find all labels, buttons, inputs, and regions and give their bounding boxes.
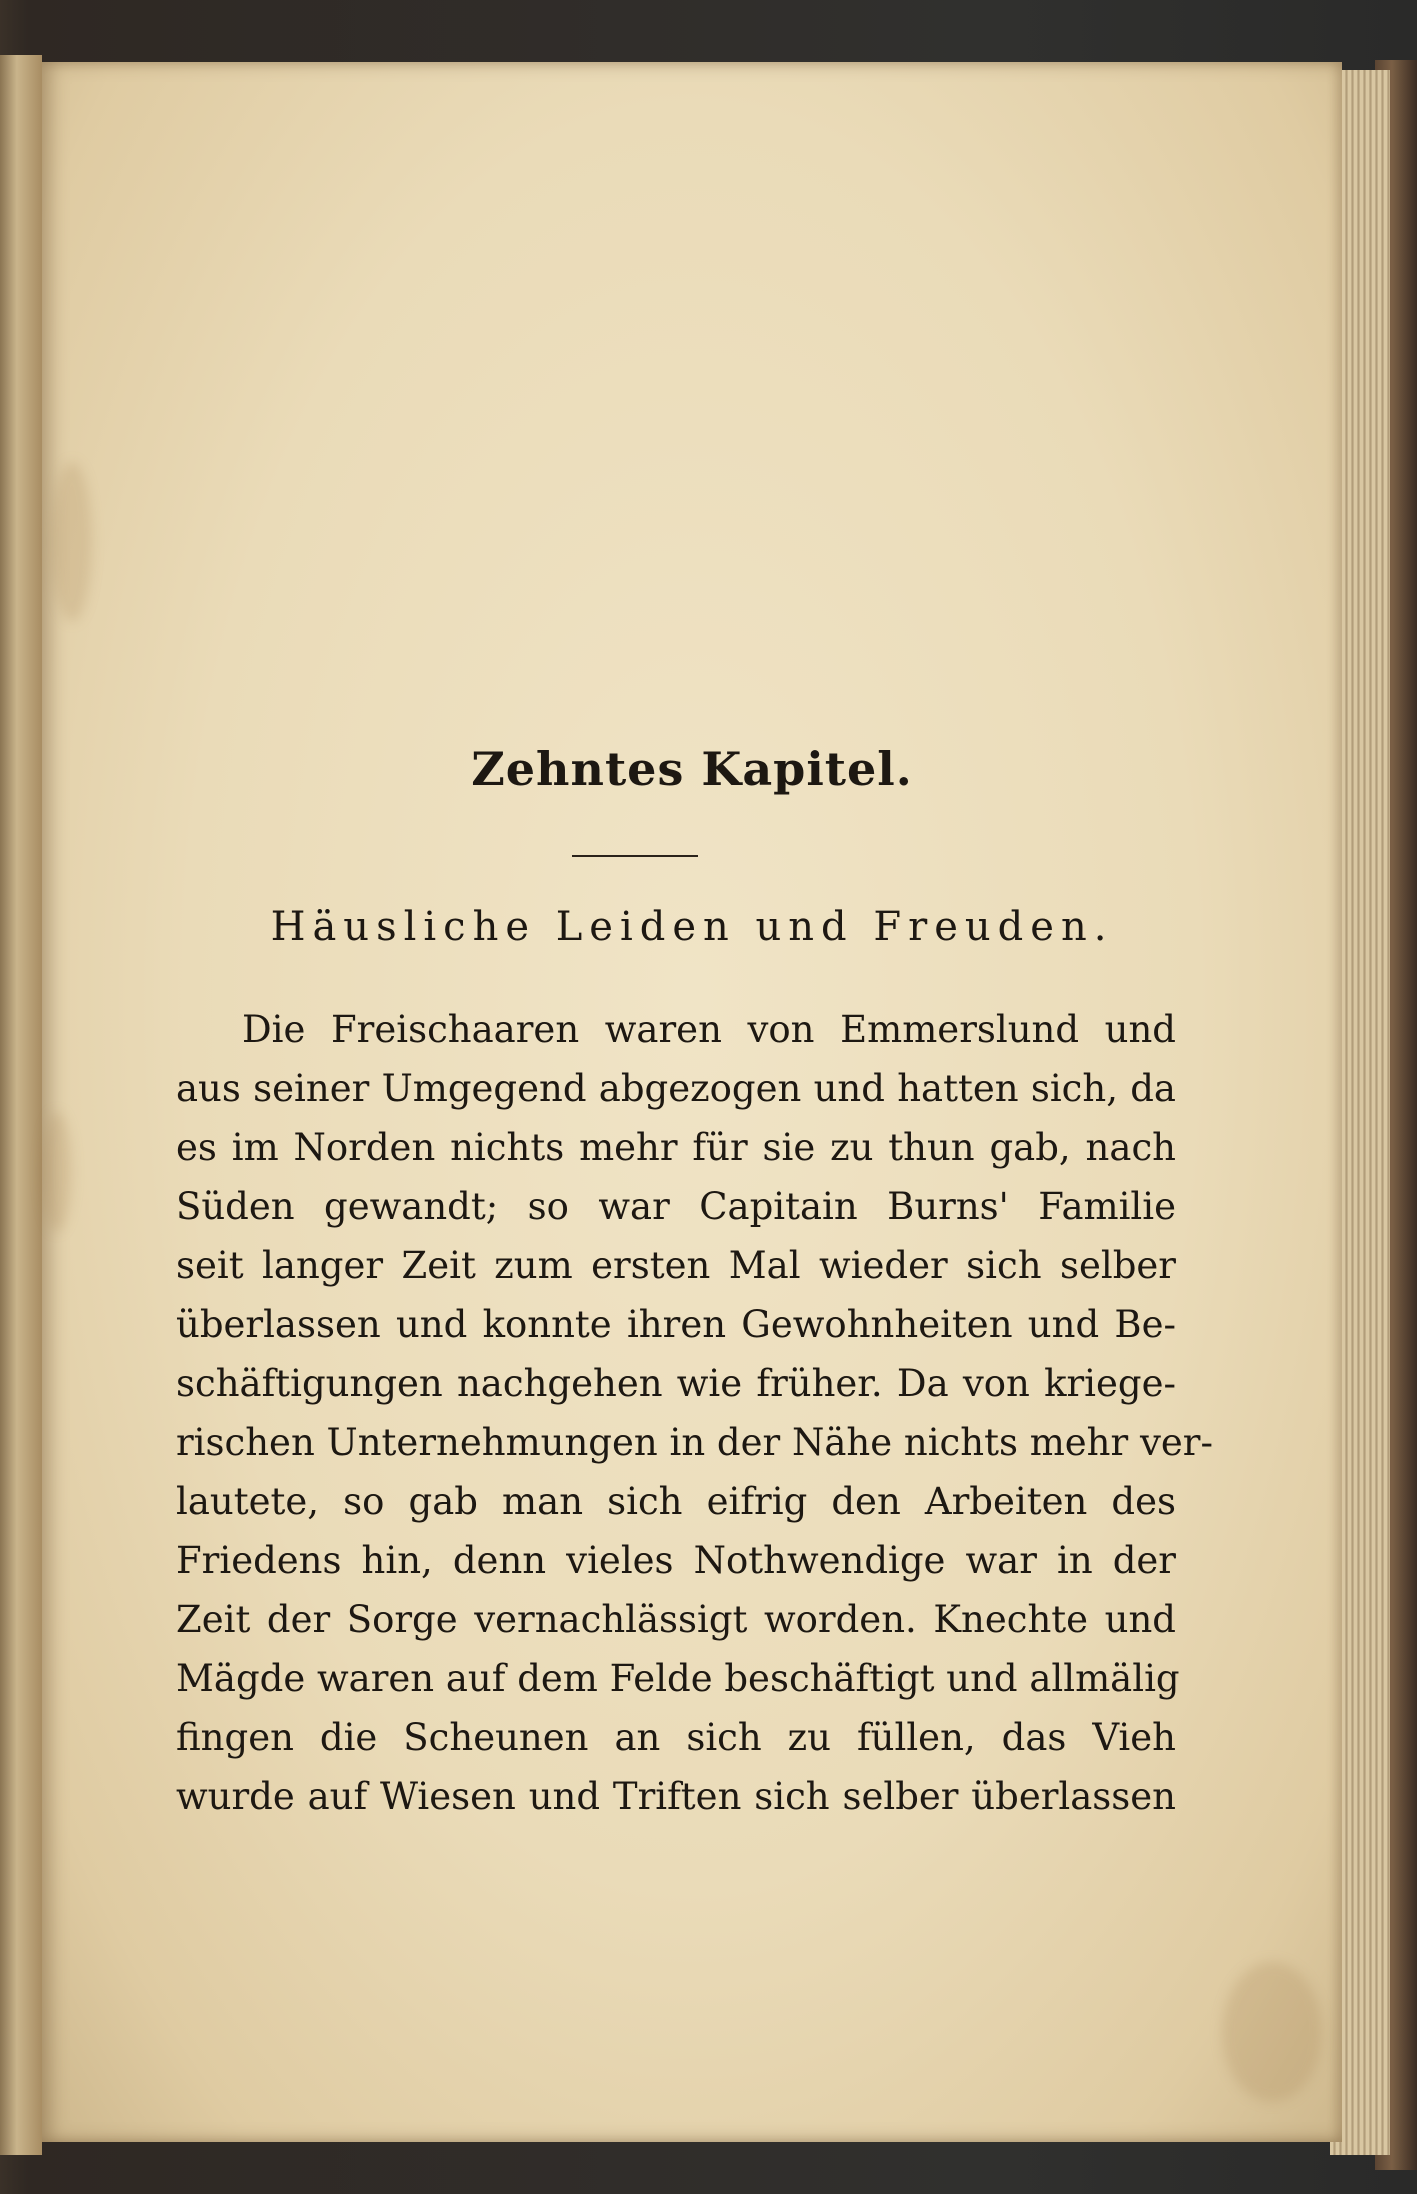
text-line: Mägde waren auf dem Felde beschäftigt und allmälig	[176, 1657, 1180, 1700]
page-stain	[42, 1112, 72, 1232]
heading-divider	[572, 855, 698, 857]
text-line: schäftigungen nachgehen wie früher. Da von kriege-	[176, 1362, 1176, 1405]
text-line: aus seiner Umgegend abgezogen und hatten sich, da	[176, 1067, 1176, 1110]
text-line: Süden gewandt; so war Capitain Burns' Familie	[176, 1185, 1176, 1228]
text-line: Friedens hin, denn vieles Nothwendige war in der	[176, 1539, 1176, 1582]
text-line: es im Norden nichts mehr für sie zu thun gab, nach	[176, 1126, 1176, 1169]
text-line: seit langer Zeit zum ersten Mal wieder sich selber	[176, 1244, 1176, 1287]
text-line: überlassen und konnte ihren Gewohnheiten und Be-	[176, 1303, 1176, 1346]
body-text	[176, 1000, 1213, 1826]
chapter-subtitle: Häusliche Leiden und Freuden.	[270, 904, 1114, 950]
text-line: fingen die Scheunen an sich zu füllen, das Vieh	[176, 1716, 1176, 1759]
page-stain	[1222, 1962, 1322, 2102]
text-line: Die Freischaaren waren von Emmerslund und	[242, 1008, 1176, 1051]
page-stain	[52, 462, 92, 622]
left-page-edge	[0, 55, 42, 2155]
chapter-heading: Zehntes Kapitel.	[471, 742, 913, 796]
text-line: rischen Unternehmungen in der Nähe nichts mehr ver-	[176, 1421, 1213, 1464]
text-line: lautete, so gab man sich eifrig den Arbeiten des	[176, 1480, 1176, 1523]
text-line: wurde auf Wiesen und Triften sich selber überlassen	[176, 1775, 1176, 1818]
text-line: Zeit der Sorge vernachlässigt worden. Knechte und	[176, 1598, 1176, 1641]
book-page	[42, 62, 1342, 2142]
